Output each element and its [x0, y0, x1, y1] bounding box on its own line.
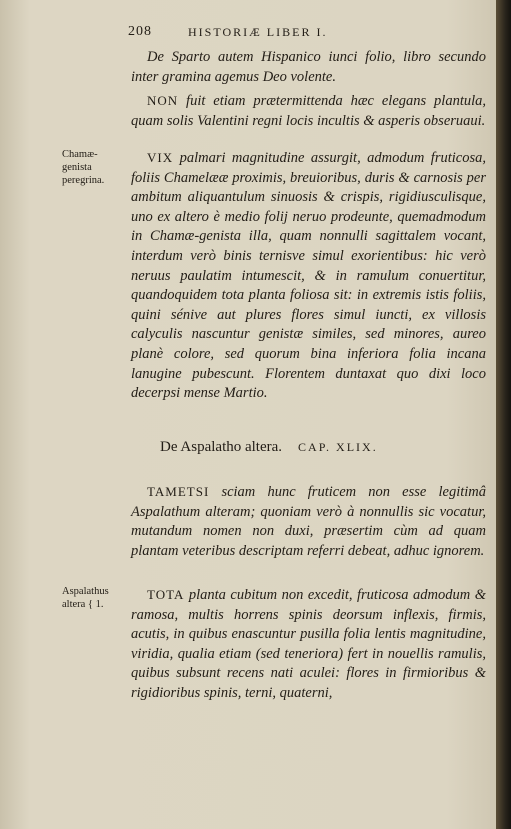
- paragraph-non: [131, 91, 486, 131]
- paragraph-non-lead: NON: [147, 93, 179, 108]
- chapter-number: CAP. XLIX.: [298, 440, 378, 454]
- running-title: HISTORIÆ LIBER I.: [188, 25, 328, 39]
- paragraph-vix: [131, 148, 486, 404]
- paragraph-tametsi-lead: TAMETSI: [147, 484, 210, 499]
- chapter-title: De Aspalatho altera.: [160, 439, 283, 455]
- paragraph-tota: [131, 585, 486, 704]
- margin-note-chamaegenista: Chamæ-genista peregrina.: [62, 149, 105, 186]
- paragraph-tota-lead: TOTA: [147, 587, 185, 602]
- paragraph-vix-lead: VIX: [147, 150, 174, 165]
- paragraph-sparto-text: De Sparto autem Hispanico iunci folio, libro secundo inter gramina agemus Deo volente.: [131, 49, 486, 85]
- page-number: 208: [128, 24, 152, 39]
- book-binding-edge: [496, 0, 511, 829]
- paragraph-vix-text: palmari magnitudine assurgit, admodum fruticosa, foliis Chamelææ proximis, breuioribus, duris & carnosis per ambitum aliquantulum sinuosis & crispis, rigidiusculisque, uno ex altero è medio folij neruo prodeunte, quemadmodum in Chamæ-genista illa, quam nonnulli sagittalem vocant, interdum verò binis ternisve simul exorientibus: hic verò neruus paulatim intumescit, & in ramulum conuertitur, quandoquidem tota planta foliosa sit: in extremis istis foliis, quini sénive aut plures flores simul iuncti, ex villosis calyculis nascuntur genistæ similes, sed minores, aureo planè colore, sed quorum bina inferiora folia incana lanugine pubescunt. Florentem duntaxat quo dixi loco decerpsi mense Martio.: [131, 150, 486, 402]
- margin-note-aspalathus: Aspalathus altera { 1.: [62, 586, 109, 610]
- paragraph-tametsi: [131, 482, 486, 561]
- paragraph-tametsi-text: sciam hunc fruticem non esse legitimâ Aspalathum alteram; quoniam verò à nonnullis sic vocatur, mutandum nomen non duxi, præsertim cùm ad quam plantam veteribus descriptam referri debeat, adhuc ignorem.: [131, 484, 486, 559]
- paragraph-sparto: [131, 48, 486, 87]
- paragraph-tota-text: planta cubitum non excedit, fruticosa admodum & ramosa, multis horrens spinis deorsum inflexis, firmis, acutis, in quibus enascuntur pusilla folia lentis magnitudine, viridia, qualia etiam (sed teneriora) fert in nouellis ramulis, quibus subsunt recens nati aculei: flores in firmioribus & rigidioribus spinis, terni, quaterni,: [131, 587, 486, 701]
- paragraph-non-text: fuit etiam prætermittenda hæc elegans plantula, quam solis Valentini regni locis incultis & asperis obseruaui.: [131, 93, 486, 129]
- chapter-heading: [160, 439, 460, 456]
